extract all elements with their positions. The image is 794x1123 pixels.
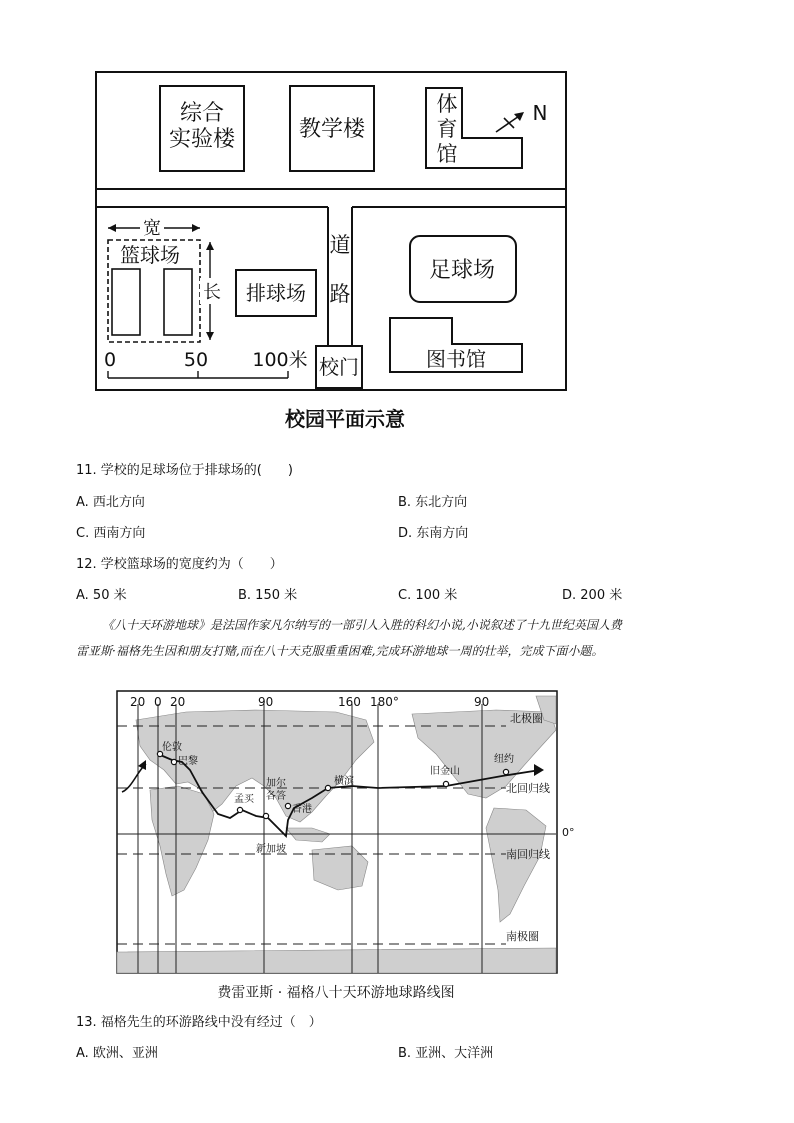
question-13-option-a[interactable]: A. 欧洲、亚洲 — [76, 1046, 158, 1061]
lon-20w: 20 — [130, 695, 146, 709]
lon-160e: 160 — [338, 695, 361, 709]
width-label: 宽 — [143, 218, 161, 239]
question-11-option-d[interactable]: D. 东南方向 — [398, 526, 469, 541]
gym-label-3: 馆 — [436, 142, 458, 166]
scale-50: 50 — [183, 349, 209, 371]
north-arrow-icon — [496, 112, 524, 132]
gate-label: 校门 — [319, 355, 359, 379]
city-paris: 巴黎 — [178, 756, 198, 767]
antarctic-circle-label: 南极圈 — [506, 930, 539, 943]
scale-0: 0 — [103, 349, 117, 371]
passage-line-1: 《八十天环游地球》是法国作家凡尔纳写的一部引人入胜的科幻小说,小说叙述了十九世纪英国人费 — [102, 618, 622, 632]
city-mumbai: 孟买 — [234, 794, 254, 805]
lon-90w: 90 — [474, 695, 490, 709]
lab-label-1: 综合 — [179, 101, 225, 126]
passage-line-2: 雷亚斯·福格先生因和朋友打赌,而在八十天克服重重困难,完成环游地球一周的壮举，完成下面小题。 — [76, 644, 604, 658]
football-label: 足球场 — [428, 258, 496, 283]
route-map — [116, 690, 558, 974]
city-kolkata-1: 加尔 — [266, 778, 286, 789]
city-sanfrancisco: 旧金山 — [430, 766, 460, 777]
question-11-option-b[interactable]: B. 东北方向 — [398, 495, 468, 510]
lon-180: 180° — [370, 695, 399, 709]
lon-0: 0 — [154, 695, 162, 709]
city-kolkata-2: 各答 — [266, 791, 286, 802]
city-yokohama: 横滨 — [334, 776, 354, 787]
volleyball-label: 排球场 — [246, 281, 306, 305]
tropic-cancer-label: 北回归线 — [506, 782, 550, 795]
campus-map-caption: 校园平面示意 — [285, 407, 405, 431]
question-11-stem: 11. 学校的足球场位于排球场的( ) — [76, 463, 293, 478]
lon-20e: 20 — [170, 695, 186, 709]
campus-map — [90, 66, 570, 396]
basketball-label: 篮球场 — [120, 243, 180, 267]
lab-label-2: 实验楼 — [168, 127, 236, 152]
equator-label: 0° — [562, 826, 575, 839]
city-singapore: 新加坡 — [256, 844, 286, 855]
road-label-1: 道 — [329, 233, 351, 257]
question-12-option-d[interactable]: D. 200 米 — [562, 588, 623, 603]
route-map-caption: 费雷亚斯 · 福格八十天环游地球路线图 — [217, 985, 455, 1001]
question-12-option-b[interactable]: B. 150 米 — [238, 588, 298, 603]
question-12-stem: 12. 学校篮球场的宽度约为（ ） — [76, 557, 283, 572]
city-london: 伦敦 — [162, 742, 182, 753]
lon-90e: 90 — [258, 695, 274, 709]
tropic-capricorn-label: 南回归线 — [506, 848, 550, 861]
library-label: 图书馆 — [426, 347, 486, 371]
road-label-2: 路 — [329, 282, 351, 306]
passage — [76, 612, 716, 664]
arctic-circle-label: 北极圈 — [510, 712, 543, 725]
north-label: N — [532, 101, 548, 125]
scale-100: 100米 — [252, 349, 308, 371]
teaching-label: 教学楼 — [298, 117, 366, 142]
question-11-option-c[interactable]: C. 西南方向 — [76, 526, 146, 541]
question-13-stem: 13. 福格先生的环游路线中没有经过（ ） — [76, 1015, 322, 1030]
length-label: 长 — [203, 282, 221, 303]
question-12-option-a[interactable]: A. 50 米 — [76, 588, 127, 603]
scale-bar — [108, 371, 288, 378]
gym-label-1: 体 — [436, 92, 458, 116]
city-hongkong: 香港 — [292, 804, 312, 815]
question-13-option-b[interactable]: B. 亚洲、大洋洲 — [398, 1046, 494, 1061]
city-newyork: 纽约 — [494, 754, 514, 765]
gym-label-2: 育 — [436, 117, 458, 141]
question-11-option-a[interactable]: A. 西北方向 — [76, 495, 145, 510]
question-12-option-c[interactable]: C. 100 米 — [398, 588, 458, 603]
